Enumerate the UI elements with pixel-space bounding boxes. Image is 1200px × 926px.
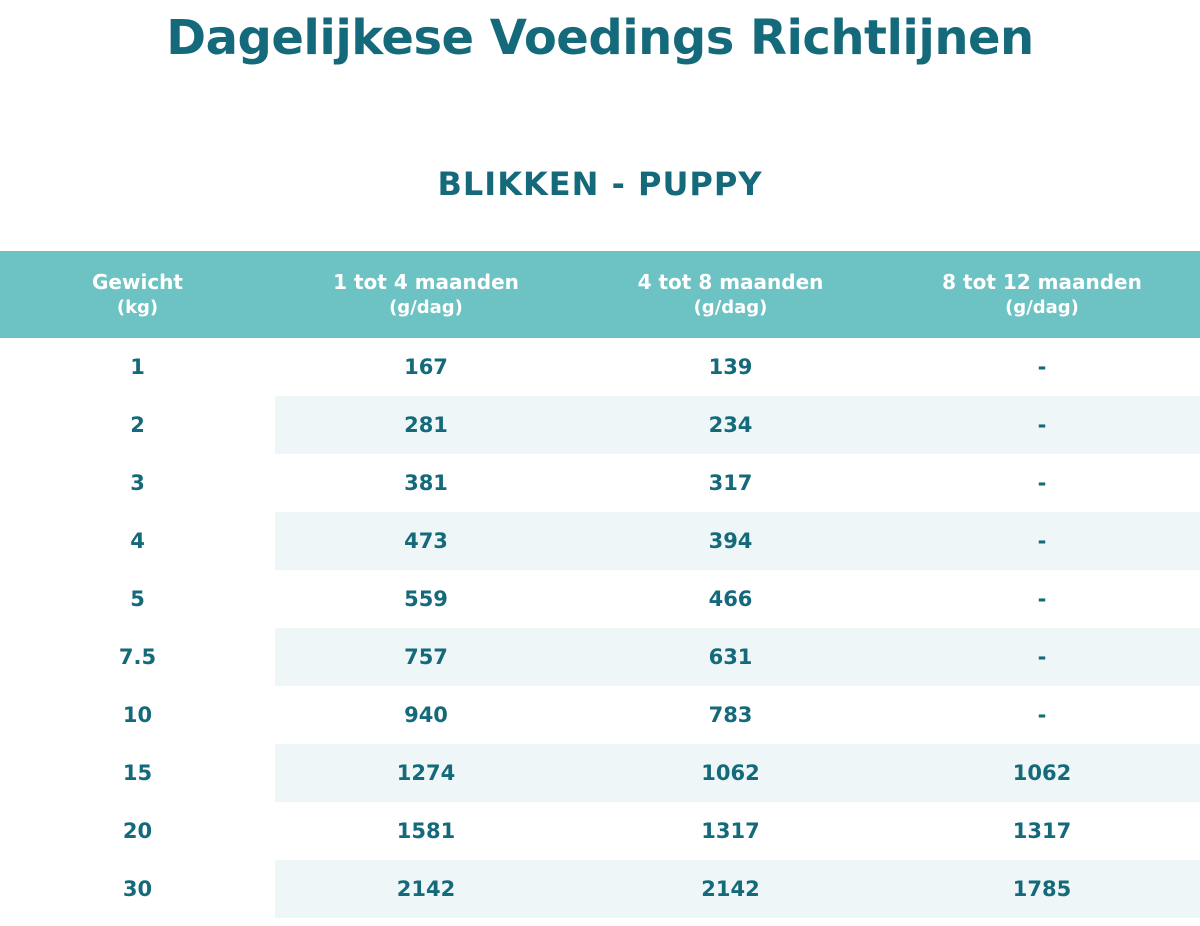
- column-header-4-8-months-label: 4 tot 8 maanden: [637, 269, 824, 294]
- cell-8-12-months: 1785: [884, 860, 1200, 918]
- table-row: [0, 512, 1200, 570]
- cell-8-12-months: 1062: [884, 744, 1200, 802]
- cell-4-8-months: 631: [577, 628, 884, 686]
- column-header-1-4-months-unit: (g/dag): [389, 296, 463, 318]
- table-row: [0, 396, 1200, 454]
- cell-weight: 15: [0, 744, 275, 802]
- cell-4-8-months: 466: [708, 587, 753, 612]
- cell-4-8-months: 783: [708, 703, 753, 728]
- cell-weight: 2: [0, 396, 275, 454]
- cell-4-8-months: 234: [577, 396, 884, 454]
- cell-1-4-months: 2142: [275, 860, 577, 918]
- column-header-weight-label: Gewicht: [92, 269, 183, 294]
- cell-8-12-months: -: [1037, 703, 1047, 728]
- cell-4-8-months: 1317: [701, 819, 760, 844]
- table-row: [0, 860, 1200, 918]
- cell-weight: 10: [122, 703, 153, 728]
- cell-1-4-months: 559: [404, 587, 448, 612]
- cell-8-12-months: -: [884, 628, 1200, 686]
- table-body: [0, 338, 1200, 918]
- cell-weight: 5: [130, 587, 145, 612]
- cell-weight: 20: [122, 819, 153, 844]
- table-row: [0, 686, 1200, 744]
- cell-4-8-months: 139: [708, 355, 753, 380]
- table-row: [0, 802, 1200, 860]
- cell-8-12-months: 1317: [1012, 819, 1072, 844]
- column-header-8-12-months: [884, 251, 1200, 338]
- column-header-8-12-months-unit: (g/dag): [1005, 296, 1079, 318]
- cell-1-4-months: 281: [275, 396, 577, 454]
- cell-1-4-months: 757: [275, 628, 577, 686]
- cell-8-12-months: -: [1037, 355, 1047, 380]
- cell-8-12-months: -: [1037, 587, 1047, 612]
- table-row: [0, 744, 1200, 802]
- table-row: [0, 338, 1200, 396]
- cell-1-4-months: 473: [275, 512, 577, 570]
- cell-8-12-months: -: [1037, 471, 1047, 496]
- cell-4-8-months: 2142: [577, 860, 884, 918]
- table-row: [0, 628, 1200, 686]
- column-header-1-4-months: [275, 251, 577, 338]
- cell-8-12-months: -: [884, 512, 1200, 570]
- cell-1-4-months: 1581: [396, 819, 456, 844]
- table-header: [0, 251, 1200, 338]
- cell-4-8-months: 1062: [577, 744, 884, 802]
- column-header-4-8-months: [577, 251, 884, 338]
- section-subtitle: BLIKKEN - PUPPY: [437, 164, 763, 203]
- cell-4-8-months: 317: [708, 471, 753, 496]
- cell-weight: 30: [0, 860, 275, 918]
- cell-4-8-months: 394: [577, 512, 884, 570]
- column-header-4-8-months-unit: (g/dag): [693, 296, 768, 318]
- cell-weight: 4: [0, 512, 275, 570]
- column-header-weight: [0, 251, 275, 338]
- feeding-guidelines-table: [0, 251, 1200, 918]
- cell-1-4-months: 381: [404, 471, 448, 496]
- table-row: [0, 454, 1200, 512]
- table-row: [0, 570, 1200, 628]
- column-header-8-12-months-label: 8 tot 12 maanden: [942, 269, 1142, 294]
- cell-weight: 1: [130, 355, 145, 380]
- cell-weight: 7.5: [0, 628, 275, 686]
- column-header-1-4-months-label: 1 tot 4 maanden: [333, 269, 519, 294]
- page-title: Dagelijkese Voedings Richtlijnen: [166, 10, 1034, 66]
- column-header-weight-unit: (kg): [116, 296, 159, 318]
- cell-1-4-months: 1274: [275, 744, 577, 802]
- cell-1-4-months: 167: [404, 355, 448, 380]
- cell-1-4-months: 940: [404, 703, 448, 728]
- cell-8-12-months: -: [884, 396, 1200, 454]
- cell-weight: 3: [130, 471, 145, 496]
- table-header-row: [0, 251, 1200, 338]
